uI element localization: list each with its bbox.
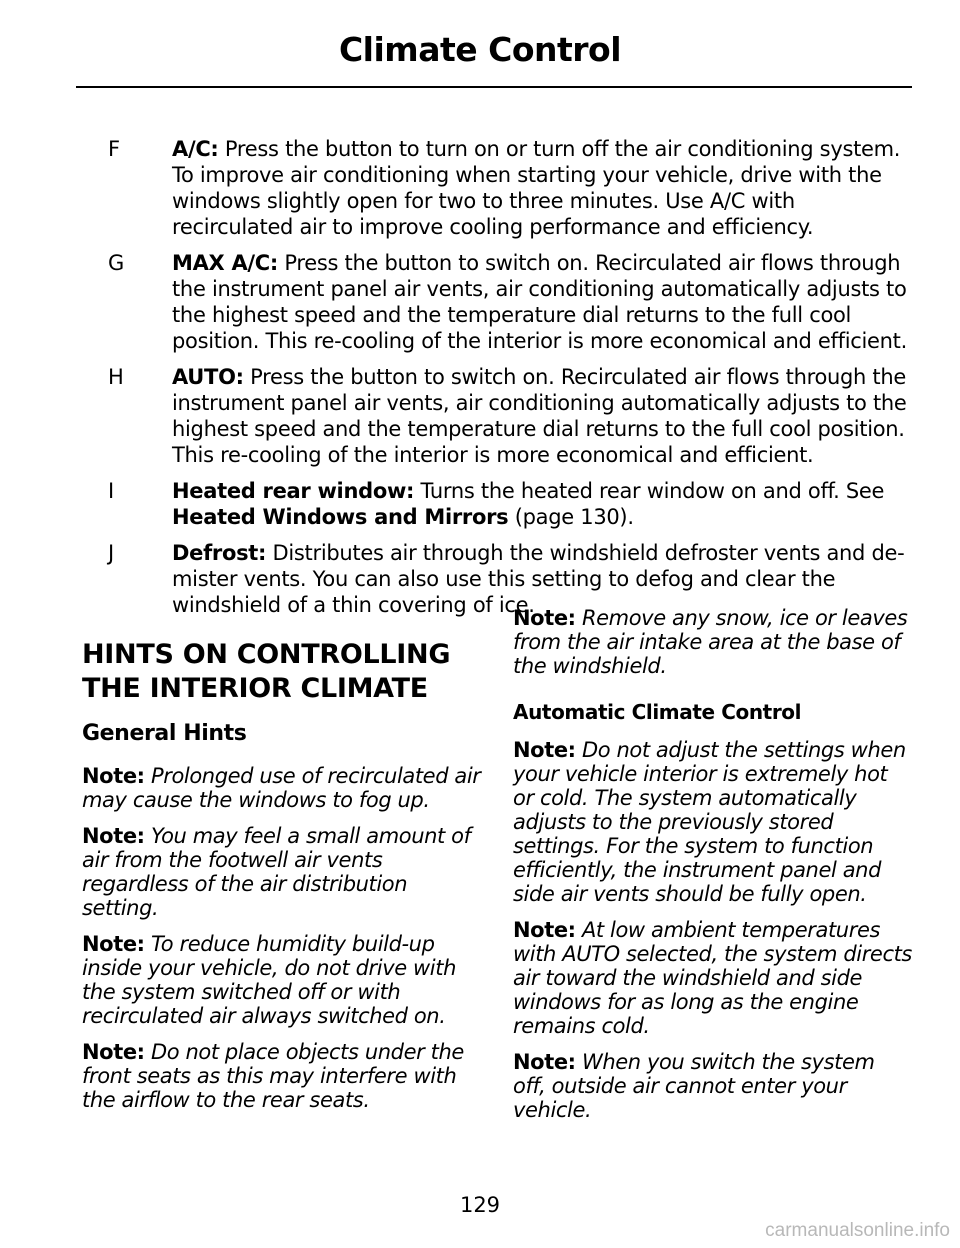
definition-key: I xyxy=(108,479,115,503)
page-number: 129 xyxy=(459,1193,501,1217)
note: Note: Do not place objects under the front seats as this may interfere with the airflow to the rear seats. xyxy=(82,1040,464,1112)
note: Note: Do not adjust the settings when your vehicle interior is extremely hot or cold. The system automatically adjusts to the previously stored settings. For the system to function efficiently, the instrument panel and side air vents should be fully open. xyxy=(513,738,906,906)
definition-key: G xyxy=(108,251,125,275)
definition-item xyxy=(108,136,908,240)
note: Note: You may feel a small amount of air from the footwell air vents regardless of the air distribution setting. xyxy=(82,824,471,920)
definition-text: Distributes air through the windshield defroster vents and de-mister vents. You can also use this setting to defog and clear the windshield of a thin covering of ice. xyxy=(172,541,905,617)
subsection-heading: General Hints xyxy=(82,721,247,746)
definition-term: A/C: xyxy=(172,137,219,161)
definition-text: Press the button to switch on. Recirculated air flows through the instrument panel air vents, air conditioning automatically adjusts to the highest speed and the temperature dial returns to the full cool position. This re-cooling of the interior is more economical and efficient. xyxy=(172,365,907,467)
section-heading: HINTS ON CONTROLLING THE INTERIOR CLIMATE xyxy=(82,639,451,704)
cross-reference-link[interactable]: Heated Windows and Mirrors xyxy=(172,505,509,529)
note: Note: To reduce humidity build-up inside your vehicle, do not drive with the system switched off or with recirculated air always switched on. xyxy=(82,932,456,1028)
page-reference: (page 130). xyxy=(508,505,634,529)
left-column xyxy=(82,638,482,1124)
note: Note: At low ambient temperatures with AUTO selected, the system directs air toward the windshield and side windows for as long as the engine remains cold. xyxy=(513,918,912,1038)
definition-text: Press the button to switch on. Recirculated air flows through the instrument panel air vents, air conditioning automatically adjusts to the highest speed and the temperature dial returns to the full cool position. This re-cooling of the interior is more economical and efficient. xyxy=(172,251,907,353)
definition-item xyxy=(108,250,908,354)
page-title: Climate Control xyxy=(338,30,622,69)
note: Note: Prolonged use of recirculated air may cause the windows to fog up. xyxy=(82,764,481,812)
header-rule xyxy=(76,86,912,88)
definition-key: H xyxy=(108,365,124,389)
definition-item xyxy=(108,364,908,468)
definition-term: Heated rear window: xyxy=(172,479,415,503)
watermark: carmanualsonline.info xyxy=(765,1220,950,1241)
definition-term: MAX A/C: xyxy=(172,251,278,275)
definition-key: F xyxy=(108,137,121,161)
definition-item xyxy=(108,478,908,530)
definition-list xyxy=(108,136,908,628)
note: Note: Remove any snow, ice or leaves from the air intake area at the base of the windshield. xyxy=(513,606,908,678)
definition-text: Press the button to turn on or turn off the air conditioning system. To improve air conditioning when starting your vehicle, drive with the windows slightly open for two to three minutes. Use A/C with recirculated air to improve cooling performance and efficiency. xyxy=(172,137,901,239)
definition-key: J xyxy=(108,541,115,565)
right-column xyxy=(513,606,913,1134)
definition-text: Turns the heated rear window on and off. See xyxy=(414,479,885,503)
subsection-heading: Automatic Climate Control xyxy=(513,700,802,724)
definition-term: Defrost: xyxy=(172,541,267,565)
note: Note: When you switch the system off, outside air cannot enter your vehicle. xyxy=(513,1050,875,1122)
definition-term: AUTO: xyxy=(172,365,244,389)
